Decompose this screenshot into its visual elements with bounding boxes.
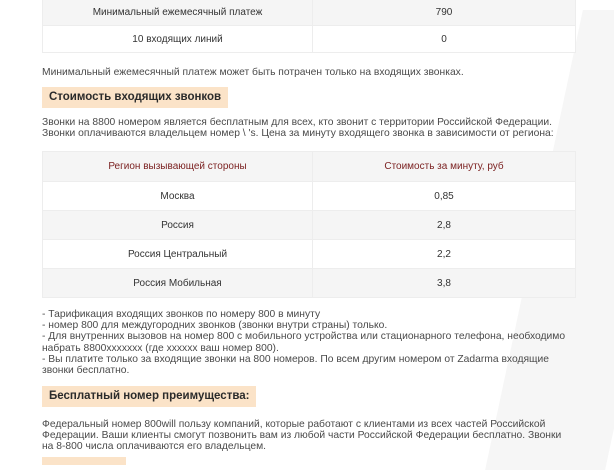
intro-line: Звонки оплачиваются владельцем номер \ 's. Цена за минуту входящего звонка в зависимости от региона: [42,128,554,140]
note-line: звонки бесплатно. [42,365,130,377]
advantages-line: на 8-800 числа оплачиваются его владельцем. [42,441,267,453]
advantages-line: Федеральный номер 800will пользу компаний, которые работают с клиентами из всех частей Российской [42,419,546,430]
table-row [43,0,576,26]
price-cell: 0,85 [313,182,576,211]
tariff-value: 0 [313,26,576,53]
table-row [43,211,576,240]
table-row [43,269,576,298]
intro-line: Звонки на 8800 номером является бесплатным для всех, кто звонит с территории Российской Федерации. [42,117,552,128]
next-section-heading-peek [42,457,126,465]
tariff-label: 10 входящих линий [43,26,313,53]
tariff-notes [42,309,582,376]
column-header-region: Регион вызывающей стороны [43,152,313,182]
tariff-table [42,0,576,53]
incoming-cost-intro [42,117,582,139]
note-line: - Вы платите только за входящие звонки на 800 номеров. По всем другим номером от Zadarma входящие [42,353,549,365]
table-header-row [43,152,576,182]
price-cell: 2,8 [313,211,576,240]
advantages-heading: Бесплатный номер преимущества: [42,386,256,407]
table-row [43,26,576,53]
min-payment-note: Минимальный ежемесячный платеж может быть потрачен только на входящих звонках. [42,67,464,78]
region-cell: Москва [43,182,313,211]
table-row [43,182,576,211]
region-cell: Россия [43,211,313,240]
advantages-text [42,419,582,453]
region-cell: Россия Центральный [43,240,313,269]
note-line: - Тарификация входящих звонков по номеру 800 в минуту [42,309,321,320]
tariff-label: Минимальный ежемесячный платеж [43,0,313,26]
note-line: - Для внутренних вызовов на номер 800 с мобильного устройства или стационарного телефона, необходимо [42,331,566,343]
incoming-cost-heading: Стоимость входящих звонков [42,87,228,108]
price-cell: 3,8 [313,269,576,298]
price-cell: 2,2 [313,240,576,269]
note-line: набрать 8800xxxxxxx (где xxxxxx ваш номер 800). [42,342,279,354]
region-cell: Россия Мобильная [43,269,313,298]
advantages-line: Федерации. Ваши клиенты смогут позвонить вам из любой части Российской Федерации бесплатно. Звонки [42,430,562,442]
tariff-value: 790 [313,0,576,26]
region-price-table [42,151,576,298]
column-header-price: Стоимость за минуту, руб [313,152,576,182]
table-row [43,240,576,269]
note-line: - номер 800 для междугородних звонков (звонки внутри страны) только. [42,320,388,332]
